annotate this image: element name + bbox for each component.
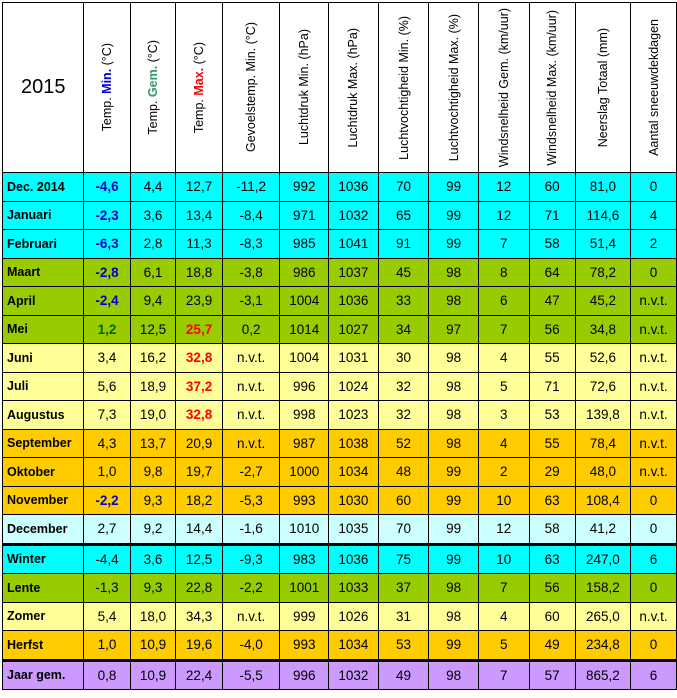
table-cell: -9,3	[222, 544, 280, 574]
header-label: Luchtvochtigheid Min. (%)	[396, 15, 411, 160]
table-cell: 993	[280, 631, 329, 661]
table-cell: 6	[631, 660, 677, 690]
table-cell: 32,8	[176, 401, 223, 430]
table-cell: 71	[529, 372, 575, 401]
table-cell: -8,3	[222, 230, 280, 259]
table-cell: 247,0	[575, 544, 630, 574]
table-cell: 34	[378, 315, 429, 344]
header-pressure-max	[329, 3, 379, 173]
table-cell: 34,8	[575, 315, 630, 344]
table-cell: 19,6	[176, 631, 223, 661]
table-cell: 1001	[280, 574, 329, 603]
table-cell: n.v.t.	[631, 429, 677, 458]
table-row	[3, 602, 677, 631]
table-cell: 1014	[280, 315, 329, 344]
table-row	[3, 372, 677, 401]
table-cell: 60	[529, 173, 575, 202]
table-cell: 986	[280, 258, 329, 287]
table-cell: 1036	[329, 173, 379, 202]
table-cell: 1010	[280, 515, 329, 545]
table-cell: n.v.t.	[631, 372, 677, 401]
table-cell: 48,0	[575, 458, 630, 487]
table-cell: 1,2	[84, 315, 130, 344]
table-cell: -4,6	[84, 173, 130, 202]
table-cell: 12	[478, 515, 529, 545]
table-cell: n.v.t.	[222, 344, 280, 373]
table-cell: 9,4	[130, 287, 176, 316]
row-label: Zomer	[3, 602, 84, 631]
row-label: Jaar gem.	[3, 660, 84, 690]
table-cell: 13,7	[130, 429, 176, 458]
table-cell: -11,2	[222, 173, 280, 202]
table-cell: 1024	[329, 372, 379, 401]
table-row	[3, 173, 677, 202]
header-label: Temp. Gem. (°C)	[145, 40, 160, 135]
row-label: Dec. 2014	[3, 173, 84, 202]
table-cell: 1036	[329, 287, 379, 316]
header-pressure-min	[280, 3, 329, 173]
row-label: Augustus	[3, 401, 84, 430]
row-label: Januari	[3, 201, 84, 230]
table-cell: 30	[378, 344, 429, 373]
table-cell: 1,0	[84, 458, 130, 487]
table-cell: n.v.t.	[631, 602, 677, 631]
table-cell: 1023	[329, 401, 379, 430]
table-cell: 1027	[329, 315, 379, 344]
table-cell: 58	[529, 230, 575, 259]
table-cell: 5	[478, 372, 529, 401]
table-cell: -2,2	[222, 574, 280, 603]
table-cell: 70	[378, 173, 429, 202]
table-cell: 1026	[329, 602, 379, 631]
table-cell: 985	[280, 230, 329, 259]
header-label: Luchtdruk Max. (hPa)	[346, 27, 361, 148]
table-cell: 12,5	[176, 544, 223, 574]
table-cell: 29	[529, 458, 575, 487]
weather-statistics-table	[2, 2, 677, 690]
table-cell: 108,4	[575, 486, 630, 515]
table-cell: 98	[429, 287, 479, 316]
table-cell: 99	[429, 173, 479, 202]
table-row	[3, 201, 677, 230]
table-cell: 1033	[329, 574, 379, 603]
table-cell: 52,6	[575, 344, 630, 373]
table-cell: 25,7	[176, 315, 223, 344]
table-cell: n.v.t.	[631, 401, 677, 430]
table-cell: 99	[429, 544, 479, 574]
table-cell: 45	[378, 258, 429, 287]
table-cell: -3,1	[222, 287, 280, 316]
table-cell: 983	[280, 544, 329, 574]
header-label: Neerslag Totaal (mm)	[595, 27, 610, 148]
table-cell: 98	[429, 602, 479, 631]
table-cell: 1031	[329, 344, 379, 373]
table-cell: -2,3	[84, 201, 130, 230]
table-cell: 53	[529, 401, 575, 430]
table-cell: 16,2	[130, 344, 176, 373]
table-cell: 0	[631, 574, 677, 603]
table-cell: 32	[378, 401, 429, 430]
table-cell: 18,0	[130, 602, 176, 631]
row-label: April	[3, 287, 84, 316]
table-cell: 13,4	[176, 201, 223, 230]
table-cell: 18,8	[176, 258, 223, 287]
table-cell: 55	[529, 429, 575, 458]
table-cell: 2,7	[84, 515, 130, 545]
table-cell: 5	[478, 631, 529, 661]
table-cell: 2,8	[130, 230, 176, 259]
table-cell: 53	[378, 631, 429, 661]
table-cell: 99	[429, 515, 479, 545]
table-row	[3, 429, 677, 458]
table-cell: 99	[429, 486, 479, 515]
table-cell: n.v.t.	[631, 344, 677, 373]
table-cell: 55	[529, 344, 575, 373]
table-cell: 32	[378, 372, 429, 401]
header-temp-max	[176, 3, 223, 173]
table-cell: 0	[631, 515, 677, 545]
table-cell: 0	[631, 486, 677, 515]
table-cell: 7	[478, 574, 529, 603]
table-cell: 97	[429, 315, 479, 344]
header-label: Windsnelheid Gem. (km/uur)	[496, 7, 511, 168]
table-cell: n.v.t.	[222, 602, 280, 631]
table-cell: 2	[631, 230, 677, 259]
table-cell: 41,2	[575, 515, 630, 545]
table-cell: 65	[378, 201, 429, 230]
row-label: Maart	[3, 258, 84, 287]
table-cell: n.v.t.	[631, 315, 677, 344]
table-cell: -2,7	[222, 458, 280, 487]
header-label: Aantal sneeuwdekdagen	[646, 19, 661, 156]
table-cell: 19,7	[176, 458, 223, 487]
table-row	[3, 458, 677, 487]
table-cell: 158,2	[575, 574, 630, 603]
row-label: Mei	[3, 315, 84, 344]
table-cell: 14,4	[176, 515, 223, 545]
table-cell: -2,4	[84, 287, 130, 316]
header-wind-max	[529, 3, 575, 173]
table-cell: 22,8	[176, 574, 223, 603]
row-label: Februari	[3, 230, 84, 259]
table-cell: 3	[478, 401, 529, 430]
table-cell: 37	[378, 574, 429, 603]
table-cell: 63	[529, 544, 575, 574]
table-cell: 63	[529, 486, 575, 515]
table-cell: 1032	[329, 201, 379, 230]
table-cell: 3,6	[130, 544, 176, 574]
table-cell: -1,3	[84, 574, 130, 603]
table-cell: 33	[378, 287, 429, 316]
table-cell: 1030	[329, 486, 379, 515]
table-cell: 114,6	[575, 201, 630, 230]
table-cell: 18,9	[130, 372, 176, 401]
table-cell: 1,0	[84, 631, 130, 661]
table-cell: 996	[280, 660, 329, 690]
table-cell: 998	[280, 401, 329, 430]
table-cell: 987	[280, 429, 329, 458]
table-cell: 51,4	[575, 230, 630, 259]
table-cell: 10	[478, 544, 529, 574]
table-cell: 3,6	[130, 201, 176, 230]
table-cell: 32,8	[176, 344, 223, 373]
table-cell: -4,4	[84, 544, 130, 574]
table-cell: 78,4	[575, 429, 630, 458]
table-row	[3, 315, 677, 344]
table-cell: 81,0	[575, 173, 630, 202]
table-cell: 58	[529, 515, 575, 545]
table-cell: 0,8	[84, 660, 130, 690]
table-cell: 56	[529, 574, 575, 603]
row-label: November	[3, 486, 84, 515]
table-row	[3, 574, 677, 603]
table-row	[3, 544, 677, 574]
table-cell: 992	[280, 173, 329, 202]
year-title: 2015	[3, 3, 84, 173]
table-cell: 12,5	[130, 315, 176, 344]
table-cell: 98	[429, 660, 479, 690]
table-cell: 2	[478, 458, 529, 487]
table-cell: 49	[378, 660, 429, 690]
table-cell: 10,9	[130, 631, 176, 661]
table-cell: 60	[529, 602, 575, 631]
table-cell: 996	[280, 372, 329, 401]
table-cell: 48	[378, 458, 429, 487]
table-cell: 265,0	[575, 602, 630, 631]
table-cell: 0,2	[222, 315, 280, 344]
table-cell: -8,4	[222, 201, 280, 230]
table-cell: 139,8	[575, 401, 630, 430]
header-humidity-min	[378, 3, 429, 173]
table-cell: -5,5	[222, 660, 280, 690]
table-cell: -4,0	[222, 631, 280, 661]
table-row	[3, 631, 677, 661]
table-cell: 1004	[280, 344, 329, 373]
table-cell: 34,3	[176, 602, 223, 631]
table-cell: n.v.t.	[222, 372, 280, 401]
row-label: September	[3, 429, 84, 458]
table-cell: 6	[478, 287, 529, 316]
row-label: Juni	[3, 344, 84, 373]
header-label: Gevoelstemp. Min. (°C)	[244, 22, 259, 153]
table-cell: 70	[378, 515, 429, 545]
header-wind-avg	[478, 3, 529, 173]
table-cell: 52	[378, 429, 429, 458]
table-cell: 64	[529, 258, 575, 287]
header-precipitation-total	[575, 3, 630, 173]
table-cell: 4	[478, 429, 529, 458]
table-cell: 0	[631, 258, 677, 287]
table-cell: 12	[478, 201, 529, 230]
table-cell: 98	[429, 401, 479, 430]
table-row	[3, 486, 677, 515]
table-cell: 49	[529, 631, 575, 661]
header-temp-min	[84, 3, 130, 173]
table-cell: n.v.t.	[631, 458, 677, 487]
table-cell: 45,2	[575, 287, 630, 316]
header-label: Temp. Max. (°C)	[192, 41, 207, 134]
table-cell: 1037	[329, 258, 379, 287]
table-row	[3, 660, 677, 690]
table-cell: 9,3	[130, 486, 176, 515]
table-cell: 12	[478, 173, 529, 202]
row-label: Juli	[3, 372, 84, 401]
table-cell: 98	[429, 574, 479, 603]
header-label: Windsnelheid Max. (km/uur)	[545, 9, 560, 166]
table-cell: 234,8	[575, 631, 630, 661]
table-cell: 865,2	[575, 660, 630, 690]
table-cell: 98	[429, 344, 479, 373]
table-cell: 9,2	[130, 515, 176, 545]
table-cell: 23,9	[176, 287, 223, 316]
table-cell: 18,2	[176, 486, 223, 515]
header-temp-avg	[130, 3, 176, 173]
header-humidity-max	[429, 3, 479, 173]
table-cell: 99	[429, 458, 479, 487]
table-cell: 6,1	[130, 258, 176, 287]
table-cell: 3,4	[84, 344, 130, 373]
table-cell: -5,3	[222, 486, 280, 515]
table-cell: 6	[631, 544, 677, 574]
table-cell: 971	[280, 201, 329, 230]
row-label: Winter	[3, 544, 84, 574]
table-row	[3, 344, 677, 373]
table-cell: 8	[478, 258, 529, 287]
table-body	[3, 173, 677, 690]
header-snow-cover-days	[631, 3, 677, 173]
table-cell: 7	[478, 315, 529, 344]
table-cell: 5,4	[84, 602, 130, 631]
table-cell: 1035	[329, 515, 379, 545]
table-cell: 47	[529, 287, 575, 316]
table-cell: 31	[378, 602, 429, 631]
table-cell: 0	[631, 173, 677, 202]
header-row	[3, 3, 677, 173]
table-cell: 98	[429, 372, 479, 401]
table-cell: 1032	[329, 660, 379, 690]
table-cell: 4	[478, 344, 529, 373]
table-row	[3, 515, 677, 545]
table-cell: 1036	[329, 544, 379, 574]
table-cell: 4	[478, 602, 529, 631]
table-cell: 4,3	[84, 429, 130, 458]
table-cell: 1000	[280, 458, 329, 487]
table-cell: 9,3	[130, 574, 176, 603]
table-cell: 5,6	[84, 372, 130, 401]
table-cell: 1004	[280, 287, 329, 316]
table-cell: 57	[529, 660, 575, 690]
header-windchill-min	[222, 3, 280, 173]
table-cell: 9,8	[130, 458, 176, 487]
table-cell: 7	[478, 660, 529, 690]
table-cell: 37,2	[176, 372, 223, 401]
table-cell: 0	[631, 631, 677, 661]
table-cell: -1,6	[222, 515, 280, 545]
row-label: Lente	[3, 574, 84, 603]
table-row	[3, 258, 677, 287]
table-cell: 98	[429, 258, 479, 287]
table-cell: -3,8	[222, 258, 280, 287]
table-row	[3, 401, 677, 430]
table-cell: -2,8	[84, 258, 130, 287]
header-label: Luchtvochtigheid Max. (%)	[446, 13, 461, 162]
table-row	[3, 287, 677, 316]
table-cell: 1041	[329, 230, 379, 259]
table-cell: 19,0	[130, 401, 176, 430]
table-cell: n.v.t.	[222, 401, 280, 430]
header-label: Luchtdruk Min. (hPa)	[297, 29, 312, 146]
table-cell: 4	[631, 201, 677, 230]
row-label: Herfst	[3, 631, 84, 661]
row-label: Oktober	[3, 458, 84, 487]
table-row	[3, 230, 677, 259]
table-cell: 10,9	[130, 660, 176, 690]
table-cell: 99	[429, 201, 479, 230]
table-cell: 60	[378, 486, 429, 515]
table-cell: 7	[478, 230, 529, 259]
table-cell: 999	[280, 602, 329, 631]
table-cell: 56	[529, 315, 575, 344]
table-cell: 75	[378, 544, 429, 574]
table-cell: 1038	[329, 429, 379, 458]
table-cell: 4,4	[130, 173, 176, 202]
table-cell: 91	[378, 230, 429, 259]
table-cell: 72,6	[575, 372, 630, 401]
table-cell: -6,3	[84, 230, 130, 259]
table-cell: 22,4	[176, 660, 223, 690]
table-cell: n.v.t.	[222, 429, 280, 458]
table-cell: 20,9	[176, 429, 223, 458]
table-cell: 71	[529, 201, 575, 230]
table-cell: -2,2	[84, 486, 130, 515]
table-cell: 993	[280, 486, 329, 515]
table-cell: 7,3	[84, 401, 130, 430]
table-cell: 98	[429, 429, 479, 458]
table-cell: 1034	[329, 458, 379, 487]
table-cell: 99	[429, 631, 479, 661]
table-cell: 1034	[329, 631, 379, 661]
table-cell: 78,2	[575, 258, 630, 287]
row-label: December	[3, 515, 84, 545]
table-cell: 12,7	[176, 173, 223, 202]
table-cell: n.v.t.	[631, 287, 677, 316]
header-label: Temp. Min. (°C)	[100, 43, 115, 132]
table-cell: 11,3	[176, 230, 223, 259]
table-cell: 10	[478, 486, 529, 515]
table-cell: 99	[429, 230, 479, 259]
